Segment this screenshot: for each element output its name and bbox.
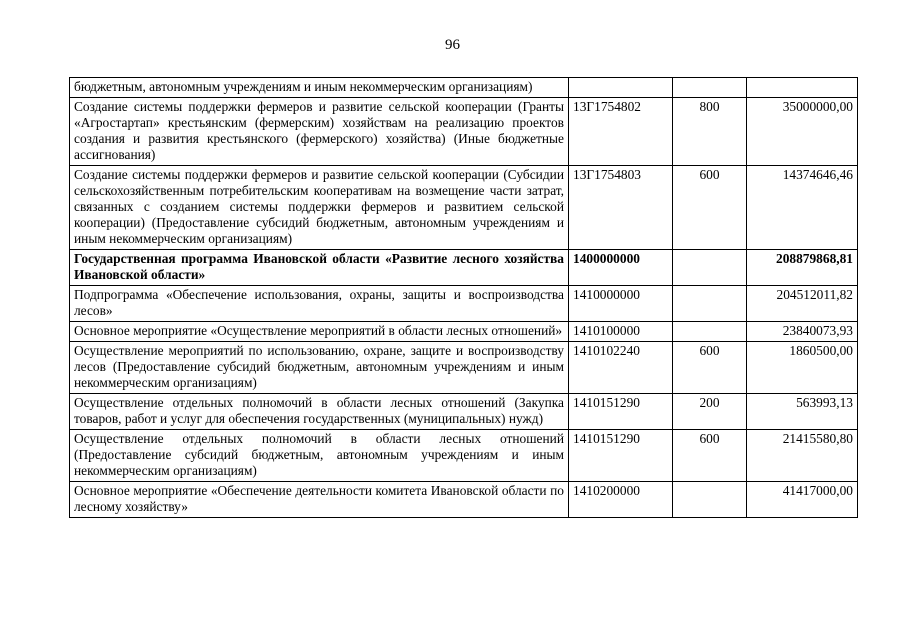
budget-table-body <box>70 78 858 518</box>
row-expense-type-cell: 600 <box>673 166 747 250</box>
row-expense-type-cell: 600 <box>673 342 747 394</box>
row-sum-cell: 14374646,46 <box>747 166 858 250</box>
row-sum-cell: 35000000,00 <box>747 98 858 166</box>
row-name-cell: Основное мероприятие «Обеспечение деятельности комитета Ивановской области по лесному хозяйству» <box>70 482 569 518</box>
row-sum-cell <box>747 78 858 98</box>
table-row <box>70 322 858 342</box>
row-sum-cell: 23840073,93 <box>747 322 858 342</box>
row-sum-cell: 1860500,00 <box>747 342 858 394</box>
table-row <box>70 394 858 430</box>
row-code-cell: 1410102240 <box>569 342 673 394</box>
row-expense-type-cell: 800 <box>673 98 747 166</box>
row-code-cell: 1410000000 <box>569 286 673 322</box>
row-name-cell: Подпрограмма «Обеспечение использования, охраны, защиты и воспроизводства лесов» <box>70 286 569 322</box>
row-name-cell: Государственная программа Ивановской области «Развитие лесного хозяйства Ивановской области» <box>70 250 569 286</box>
row-name-cell: Осуществление отдельных полномочий в области лесных отношений (Предоставление субсидий бюджетным, автономным учреждениям и иным некоммерческим организациям) <box>70 430 569 482</box>
row-code-cell: 13Г1754803 <box>569 166 673 250</box>
row-code-cell <box>569 78 673 98</box>
row-code-cell: 1410151290 <box>569 394 673 430</box>
row-code-cell: 1410151290 <box>569 430 673 482</box>
row-sum-cell: 204512011,82 <box>747 286 858 322</box>
row-expense-type-cell: 600 <box>673 430 747 482</box>
table-row <box>70 98 858 166</box>
page-number: 96 <box>445 37 460 53</box>
table-row <box>70 166 858 250</box>
table-row <box>70 430 858 482</box>
row-code-cell: 1400000000 <box>569 250 673 286</box>
budget-table <box>69 77 858 518</box>
row-name-cell: Основное мероприятие «Осуществление мероприятий в области лесных отношений» <box>70 322 569 342</box>
table-row <box>70 78 858 98</box>
row-code-cell: 13Г1754802 <box>569 98 673 166</box>
row-sum-cell: 208879868,81 <box>747 250 858 286</box>
row-expense-type-cell <box>673 322 747 342</box>
table-row <box>70 482 858 518</box>
row-code-cell: 1410100000 <box>569 322 673 342</box>
row-name-cell: Осуществление мероприятий по использованию, охране, защите и воспроизводству лесов (Предоставление субсидий бюджетным, автономным учреждениям и иным некоммерческим организациям) <box>70 342 569 394</box>
row-name-cell: бюджетным, автономным учреждениям и иным некоммерческим организациям) <box>70 78 569 98</box>
row-expense-type-cell: 200 <box>673 394 747 430</box>
row-expense-type-cell <box>673 250 747 286</box>
row-name-cell: Создание системы поддержки фермеров и развитие сельской кооперации (Субсидии сельскохозяйственным потребительским кооперативам на возмещение части затрат, связанных с созданием системы поддержки фермеров и развитием сельской кооперации) (Предоставление субсидий бюджетным, автономным учреждениям и иным некоммерческим организациям) <box>70 166 569 250</box>
row-code-cell: 1410200000 <box>569 482 673 518</box>
table-row <box>70 342 858 394</box>
row-name-cell: Осуществление отдельных полномочий в области лесных отношений (Закупка товаров, работ и услуг для обеспечения государственных (муниципальных) нужд) <box>70 394 569 430</box>
table-row <box>70 286 858 322</box>
table-row-program <box>70 250 858 286</box>
row-sum-cell: 563993,13 <box>747 394 858 430</box>
row-name-cell: Создание системы поддержки фермеров и развитие сельской кооперации (Гранты «Агростартап» крестьянским (фермерским) хозяйствам на реализацию проектов создания и развития крестьянского (фермерского) хозяйства) (Иные бюджетные ассигнования) <box>70 98 569 166</box>
row-expense-type-cell <box>673 78 747 98</box>
row-sum-cell: 41417000,00 <box>747 482 858 518</box>
row-expense-type-cell <box>673 286 747 322</box>
row-sum-cell: 21415580,80 <box>747 430 858 482</box>
row-expense-type-cell <box>673 482 747 518</box>
